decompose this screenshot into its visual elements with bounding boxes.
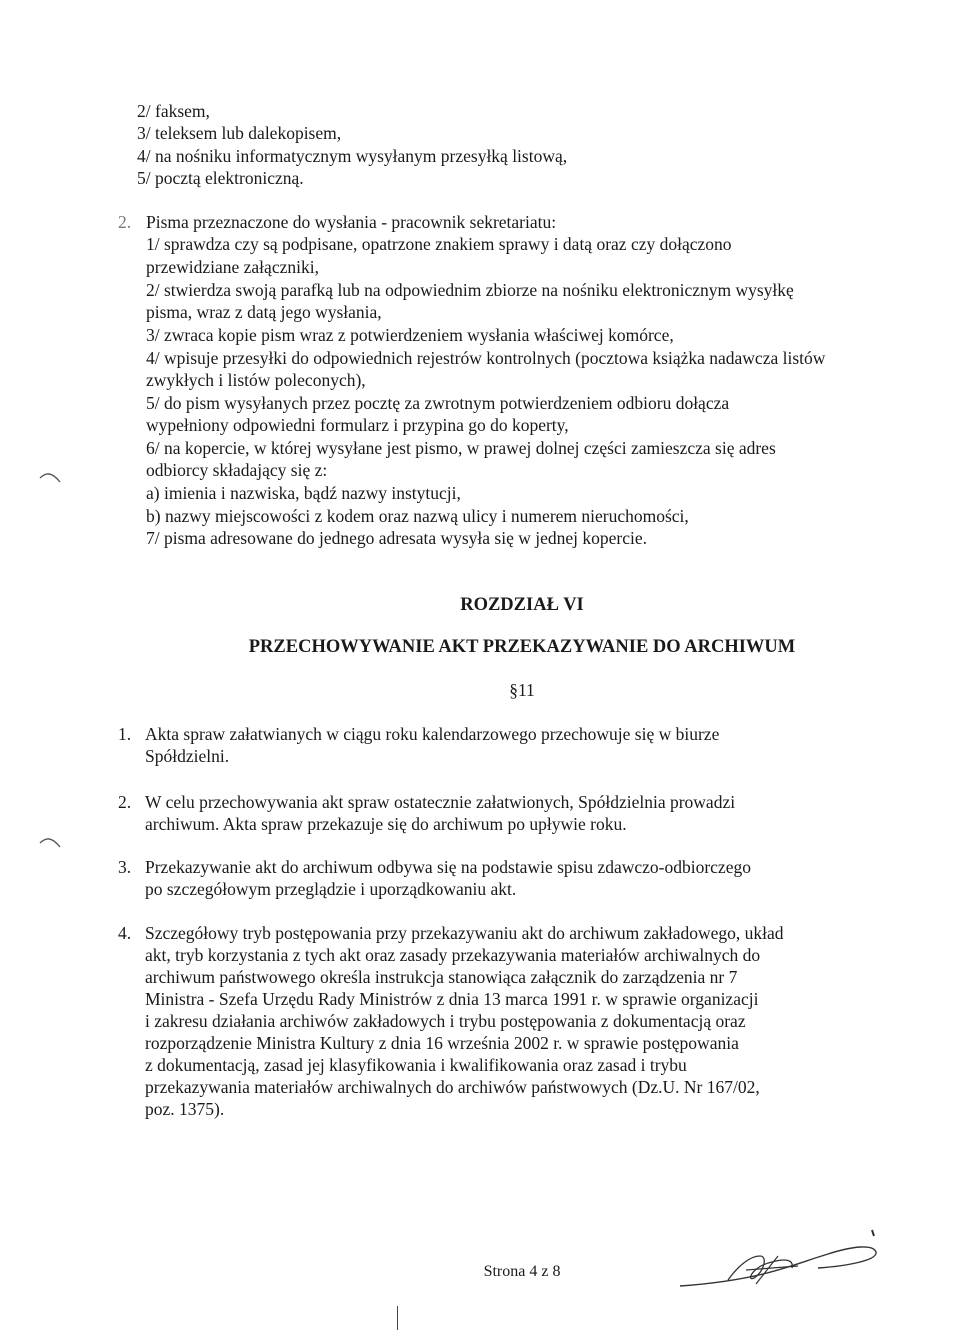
paragraph-line: 5/ do pism wysyłanych przez pocztę za zwrotnym potwierdzeniem odbioru dołącza — [146, 393, 730, 413]
paragraph-line: Ministra - Szefa Urzędu Rady Ministrów z dnia 13 marca 1991 r. w sprawie organizacji — [145, 989, 759, 1009]
paragraph-line: wypełniony odpowiedni formularz i przypina go do koperty, — [146, 415, 569, 435]
paragraph-line: z dokumentacją, zasad jej klasyfikowania i kwalifikowania oraz zasad i trybu — [145, 1055, 687, 1075]
point-number: 3. — [118, 857, 132, 877]
chapter-subtitle: PRZECHOWYWANIE AKT PRZEKAZYWANIE DO ARCHIWUM — [248, 637, 796, 657]
paragraph-line: 2/ stwierdza swoją parafką lub na odpowiednim zbiorze na nośniku elektronicznym wysyłkę — [146, 280, 794, 300]
paragraph-line: akt, tryb korzystania z tych akt oraz zasady przekazywania materiałów archiwalnych do — [145, 945, 761, 965]
signature — [668, 1226, 888, 1302]
point-number: 1. — [118, 724, 132, 744]
list-item: 3/ teleksem lub dalekopisem, — [137, 123, 342, 143]
paragraph-line: poz. 1375). — [145, 1099, 225, 1119]
paragraph-line: zwykłych i listów poleconych), — [146, 370, 366, 390]
paragraph-line: archiwum. Akta spraw przekazuje się do archiwum po upływie roku. — [145, 814, 627, 834]
point-number: 2. — [118, 792, 132, 812]
paragraph-line: rozporządzenie Ministra Kultury z dnia 16 września 2002 r. w sprawie postępowania — [145, 1033, 739, 1053]
item-number: 2. — [118, 212, 132, 232]
section-number: §11 — [509, 680, 535, 700]
point-number: 4. — [118, 923, 132, 943]
paragraph-line: Przekazywanie akt do archiwum odbywa się na podstawie spisu zdawczo-odbiorczego — [145, 857, 751, 877]
paragraph-line: Pisma przeznaczone do wysłania - pracownik sekretariatu: — [146, 212, 557, 232]
paragraph-line: b) nazwy miejscowości z kodem oraz nazwą ulicy i numerem nieruchomości, — [146, 506, 689, 526]
paragraph-line: Akta spraw załatwianych w ciągu roku kalendarzowego przechowuje się w biurze — [145, 724, 720, 744]
paragraph-line: archiwum państwowego określa instrukcja stanowiąca załącznik do zarządzenia nr 7 — [145, 967, 738, 987]
paragraph-line: i zakresu działania archiwów zakładowych i trybu postępowania z dokumentacją oraz — [145, 1011, 746, 1031]
paragraph-line: pisma, wraz z datą jego wysłania, — [146, 302, 382, 322]
paragraph-line: 7/ pisma adresowane do jednego adresata wysyła się w jednej kopercie. — [146, 528, 648, 548]
list-item: 2/ faksem, — [137, 101, 210, 121]
list-item: 4/ na nośniku informatycznym wysyłanym przesyłką listową, — [137, 146, 568, 166]
paragraph-line: po szczegółowym przeglądzie i uporządkowaniu akt. — [145, 879, 517, 899]
paragraph-line: Szczegółowy tryb postępowania przy przekazywaniu akt do archiwum zakładowego, układ — [145, 923, 784, 943]
paragraph-line: 3/ zwraca kopie pism wraz z potwierdzeniem wysłania właściwej komórce, — [146, 325, 674, 345]
list-item: 5/ pocztą elektroniczną. — [137, 168, 304, 188]
paragraph-line: a) imienia i nazwiska, bądź nazwy instytucji, — [146, 483, 461, 503]
page-number: Strona 4 z 8 — [483, 1263, 561, 1280]
chapter-title: ROZDZIAŁ VI — [460, 595, 584, 615]
paragraph-line: przekazywania materiałów archiwalnych do archiwów państwowych (Dz.U. Nr 167/02, — [145, 1077, 760, 1097]
paragraph-line: Spółdzielni. — [145, 746, 230, 766]
margin-mark — [38, 470, 64, 486]
paragraph-line: W celu przechowywania akt spraw ostatecznie załatwionych, Spółdzielnia prowadzi — [145, 792, 736, 812]
paragraph-line: odbiorcy składający się z: — [146, 460, 328, 480]
margin-mark — [38, 835, 64, 851]
paragraph-line: 4/ wpisuje przesyłki do odpowiednich rejestrów kontrolnych (pocztowa książka nadawcza listów — [146, 348, 826, 368]
paragraph-line: 1/ sprawdza czy są podpisane, opatrzone znakiem sprawy i datą oraz czy dołączono — [146, 234, 732, 254]
paragraph-line: przewidziane załączniki, — [146, 257, 319, 277]
paragraph-line: 6/ na kopercie, w której wysyłane jest pismo, w prawej dolnej części zamieszcza się adres — [146, 438, 776, 458]
scan-artifact-line — [397, 1306, 398, 1330]
